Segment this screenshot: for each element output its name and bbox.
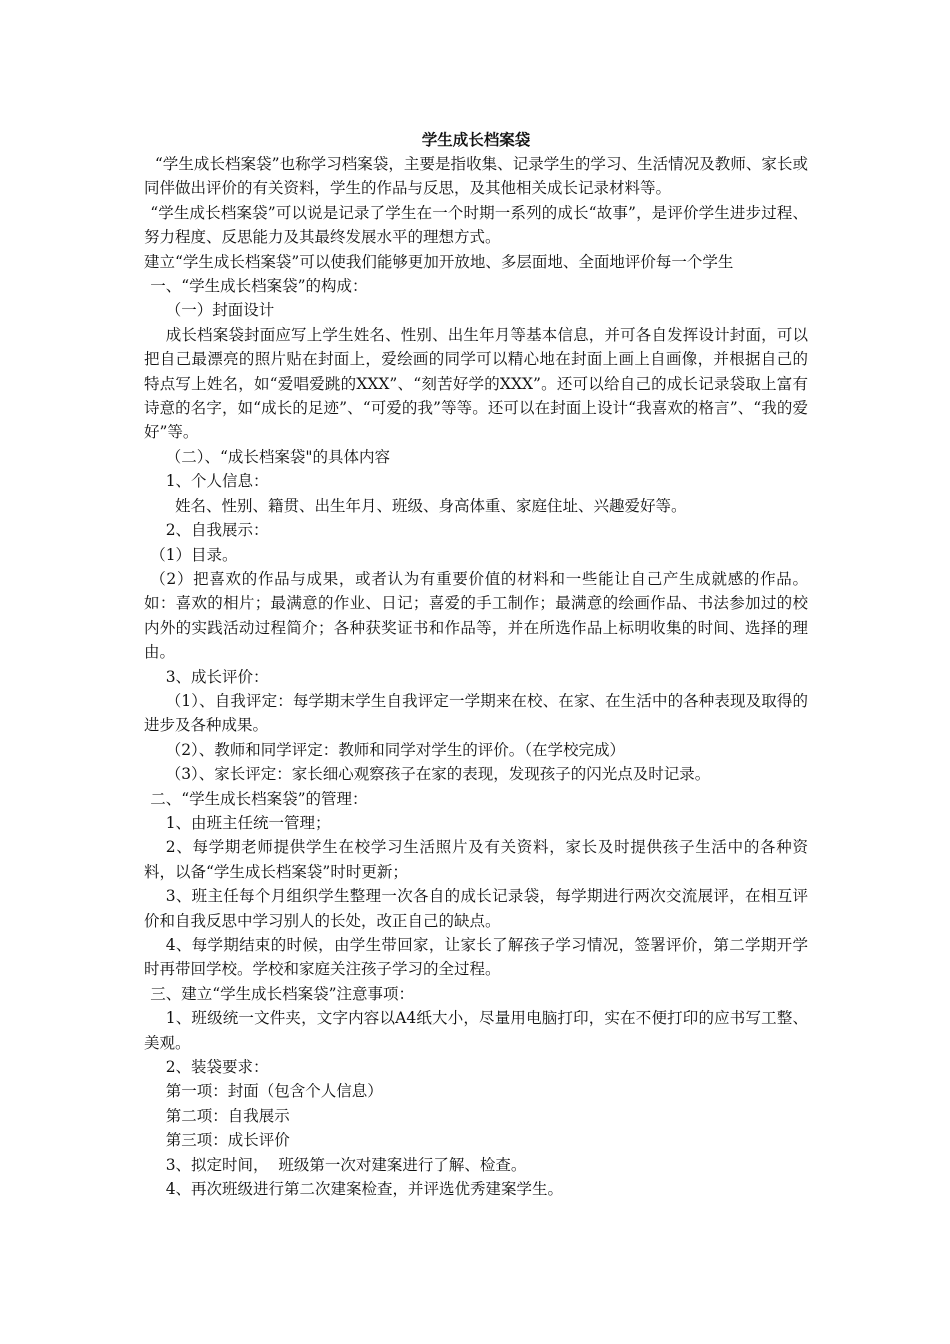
body-paragraph: 2、装袋要求： [165,1058,269,1077]
body-paragraph: 一、“学生成长档案袋”的构成： [150,277,368,296]
body-paragraph: （2）、教师和同学评定：教师和同学对学生的评价。（在学校完成） [165,740,626,759]
body-paragraph: （1）目录。 [150,545,238,564]
body-paragraph: 4、再次班级进行第二次建案检查，并评选优秀建案学生。 [165,1180,564,1199]
body-paragraph: 建立“学生成长档案袋”可以使我们能够更加开放地、多层面地、全面地评价每一个学生 [144,252,734,271]
body-paragraph: “学生成长档案袋”也称学习档案袋，主要是指收集、记录学生的学习、生活情况及教师、家长或同伴做出评价的有关资料，学生的作品与反思，及其他相关成长记录材料等。 [144,155,808,198]
body-paragraph: （2）把喜欢的作品与成果，或者认为有重要价值的材料和一些能让自己产生成就感的作品。如：喜欢的相片；最满意的作业、日记；喜爱的手工制作；最满意的绘画作品、书法参加过的校内外的实践活动过程简介；各种获奖证书和作品等，并在所选作品上标明收集的时间、选择的理由。 [144,569,808,662]
body-paragraph: 3、成长评价： [165,667,269,686]
body-paragraph: 二、“学生成长档案袋”的管理： [150,789,368,808]
document-page [144,128,808,1201]
body-paragraph: 第二项：自我展示 [165,1106,290,1125]
body-paragraph: 1、个人信息： [165,472,269,491]
body-paragraph: 2、自我展示： [165,521,269,540]
body-paragraph: 姓名、性别、籍贯、出生年月、班级、身高体重、家庭住址、兴趣爱好等。 [175,496,687,515]
body-paragraph: 第三项：成长评价 [165,1131,290,1150]
document-title: 学生成长档案袋 [421,130,531,149]
body-paragraph: “学生成长档案袋”可以说是记录了学生在一个时期一系列的成长“故事”，是评价学生进步过程、努力程度、反思能力及其最终发展水平的理想方式。 [144,203,808,247]
body-paragraph: （一）封面设计 [165,301,275,320]
body-paragraph: （3）、家长评定：家长细心观察孩子在家的表现，发现孩子的闪光点及时记录。 [165,765,711,784]
body-paragraph: 2、每学期老师提供学生在校学习生活照片及有关资料，家长及时提供孩子生活中的各种资料，以备“学生成长档案袋”时时更新； [144,838,808,881]
body-paragraph: 第一项：封面（包含个人信息） [165,1082,383,1101]
body-paragraph: 成长档案袋封面应写上学生姓名、性别、出生年月等基本信息，并可各自发挥设计封面，可以把自己最漂亮的照片贴在封面上，爱绘画的同学可以精心地在封面上画上自画像，并根据自己的特点写上姓名，如“爱唱爱跳的XXX”、“刻苦好学的XXX”。还可以给自己的成长记录袋取上富有诗意的名字，如“成长的足迹”、“可爱的我”等等。还可以在封面上设计“我喜欢的格言”、“我的爱好”等。 [144,325,808,442]
document-body [144,152,808,1201]
body-paragraph: 三、建立“学生成长档案袋”注意事项： [150,984,415,1003]
body-paragraph: 1、由班主任统一管理； [165,813,331,832]
body-paragraph: （二）、“成长档案袋"的具体内容 [165,447,390,466]
body-paragraph: 3、拟定时间， 班级第一次对建案进行了解、检查。 [165,1155,527,1174]
body-paragraph: 4、每学期结束的时候，由学生带回家，让家长了解孩子学习情况，签署评价，第二学期开学时再带回学校。学校和家庭关注孩子学习的全过程。 [144,936,808,979]
body-paragraph: 3、班主任每个月组织学生整理一次各自的成长记录袋，每学期进行两次交流展评，在相互评价和自我反思中学习别人的长处，改正自己的缺点。 [144,887,808,930]
body-paragraph: （1）、自我评定：每学期末学生自我评定一学期来在校、在家、在生活中的各种表现及取得的进步及各种成果。 [144,691,808,735]
body-paragraph: 1、班级统一文件夹，文字内容以A4纸大小，尽量用电脑打印，实在不便打印的应书写工整、美观。 [144,1009,808,1052]
